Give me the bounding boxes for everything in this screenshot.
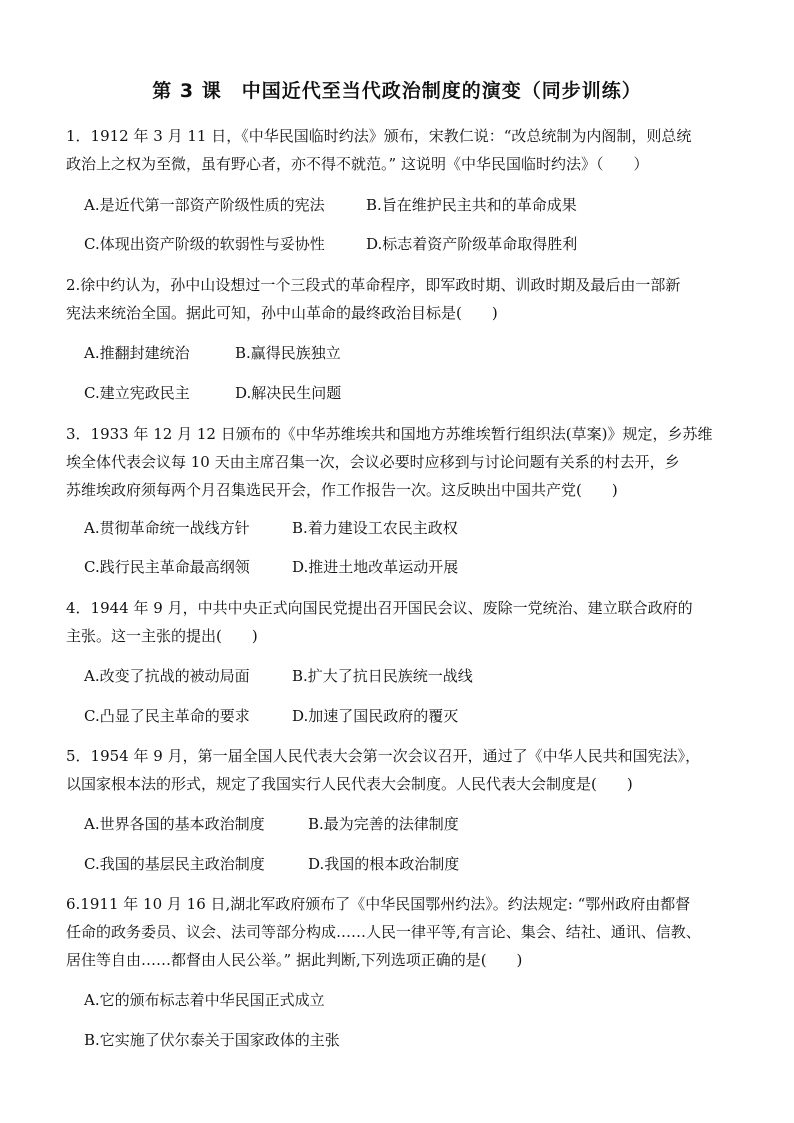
question-5-option-b: B.最为完善的法律制度: [308, 815, 459, 833]
question-5-option-c: C.我国的基层民主政治制度: [84, 855, 265, 873]
question-3-line-2: 埃全体代表会议每 10 天由主席召集一次，会议必要时应移到与讨论问题有关系的村去开，乡: [66, 453, 680, 471]
question-2-option-b: B.赢得民族独立: [235, 344, 341, 362]
question-3-option-d: D.推进土地改革运动开展: [292, 558, 459, 576]
question-3-option-c: C.践行民主革命最高纲领: [84, 558, 250, 576]
question-1-line-2: 政治上之权为至微，虽有野心者，亦不得不就范。” 这说明《中华民国临时约法》（ ）: [66, 155, 649, 173]
question-2-option-a: A.推翻封建统治: [84, 344, 190, 362]
question-3-line-1: 3．1933 年 12 月 12 日颁布的《中华苏维埃共和国地方苏维埃暂行组织法(草案)》规定，乡苏维: [66, 425, 713, 443]
question-1-option-d: D.标志着资产阶级革命取得胜利: [366, 235, 578, 253]
question-2-line-1: 2.徐中约认为，孙中山设想过一个三段式的革命程序，即军政时期、训政时期及最后由一部新: [66, 276, 681, 294]
question-4-option-d: D.加速了国民政府的覆灭: [292, 707, 459, 725]
question-2-line-2: 宪法来统治全国。据此可知，孙中山革命的最终政治目标是( ): [66, 304, 498, 322]
question-6-line-3: 居住等自由……都督由人民公举。” 据此判断,下列选项正确的是( ): [66, 951, 523, 969]
question-1-line-1: 1．1912 年 3 月 11 日，《中华民国临时约法》颁布，宋教仁说：“改总统制为内阁制，则总统: [66, 127, 692, 145]
question-5-option-a: A.世界各国的基本政治制度: [84, 815, 265, 833]
question-1-option-c: C.体现出资产阶级的软弱性与妥协性: [84, 235, 325, 253]
question-1-option-b: B.旨在维护民主共和的革命成果: [366, 196, 577, 214]
page-title: 第 3 课 中国近代至当代政治制度的演变（同步训练）: [152, 80, 642, 102]
question-5-line-1: 5．1954 年 9 月，第一届全国人民代表大会第一次会议召开，通过了《中华人民共和国宪法》，: [66, 747, 701, 765]
question-4-line-2: 主张。这一主张的提出( ): [66, 627, 258, 645]
question-4-line-1: 4．1944 年 9 月，中共中央正式向国民党提出召开国民会议、废除一党统治、建立联合政府的: [66, 599, 693, 617]
question-6-option-a: A.它的颁布标志着中华民国正式成立: [84, 991, 325, 1009]
question-3-line-3: 苏维埃政府须每两个月召集选民开会，作工作报告一次。这反映出中国共产党( ): [66, 481, 618, 499]
question-4-option-c: C.凸显了民主革命的要求: [84, 707, 250, 725]
question-2-option-d: D.解决民生问题: [235, 384, 342, 402]
question-3-option-b: B.着力建设工农民主政权: [292, 519, 458, 537]
question-2-option-c: C.建立宪政民主: [84, 384, 190, 402]
question-5-option-d: D.我国的根本政治制度: [308, 855, 460, 873]
question-6-line-1: 6.1911 年 10 月 16 日,湖北军政府颁布了《中华民国鄂州约法》。约法规定: “鄂州政府由都督: [66, 895, 691, 913]
question-6-option-b: B.它实施了伏尔泰关于国家政体的主张: [84, 1031, 340, 1049]
question-4-option-a: A.改变了抗战的被动局面: [84, 667, 250, 685]
question-1-option-a: A.是近代第一部资产阶级性质的宪法: [84, 196, 325, 214]
question-5-line-2: 以国家根本法的形式，规定了我国实行人民代表大会制度。人民代表大会制度是( ): [66, 775, 633, 793]
question-4-option-b: B.扩大了抗日民族统一战线: [292, 667, 473, 685]
question-3-option-a: A.贯彻革命统一战线方针: [84, 519, 250, 537]
question-6-line-2: 任命的政务委员、议会、法司等部分构成……人民一律平等,有言论、集会、结社、通讯、信教、: [66, 923, 701, 941]
